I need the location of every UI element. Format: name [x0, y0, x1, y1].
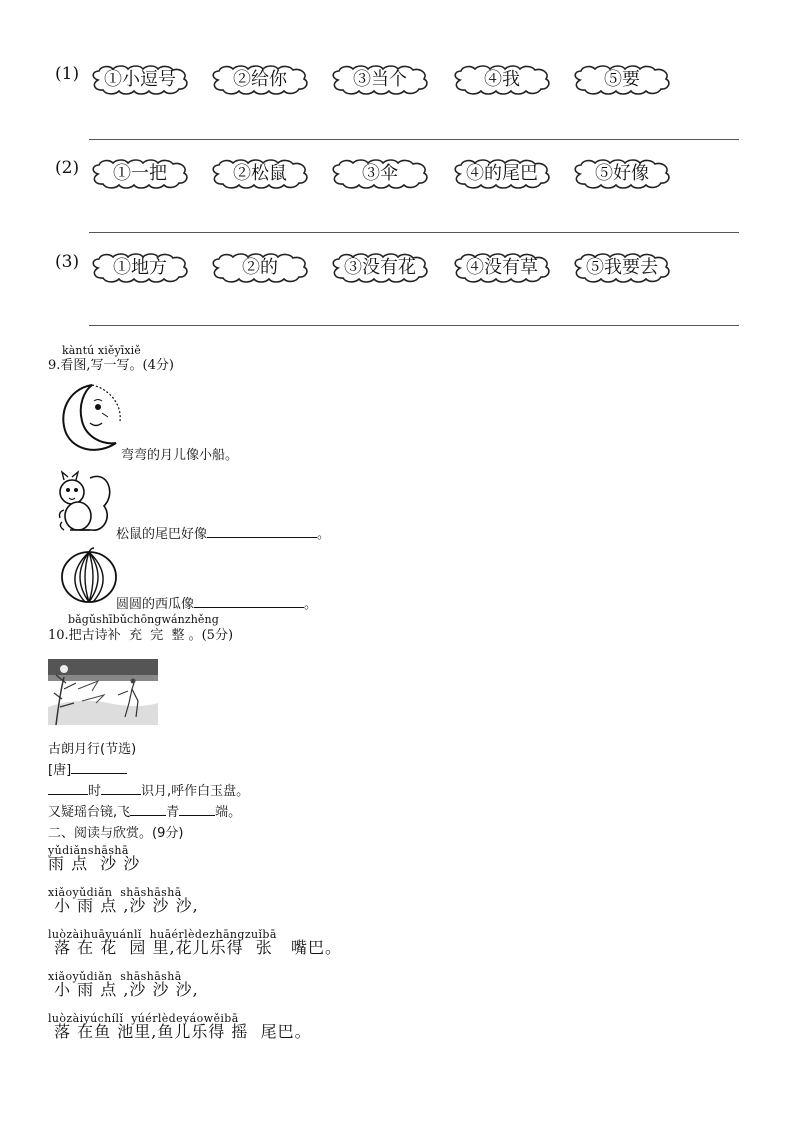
q9-line2-text: 松鼠的尾巴好像	[116, 527, 208, 542]
moon-illustration	[58, 383, 126, 455]
word-card: ③当个	[353, 69, 407, 90]
poem-line2-b: 青	[166, 805, 180, 820]
word-card: ②给你	[233, 69, 287, 90]
answer-blank[interactable]	[101, 783, 141, 795]
answer-blank[interactable]	[48, 783, 88, 795]
word-cloud	[88, 64, 192, 96]
row-label: (2)	[55, 158, 80, 178]
q9-line3-text: 圆圆的西瓜像	[116, 597, 195, 612]
word-card: ④没有草	[466, 257, 538, 278]
poem-illustration	[48, 659, 158, 725]
reading-pinyin: xiǎoyǔdiǎn shāshāshā	[48, 970, 182, 983]
q9-line2-end: 。	[317, 527, 331, 542]
answer-blank[interactable]	[130, 804, 166, 816]
word-card: ①地方	[113, 257, 167, 278]
row-label: (3)	[55, 252, 80, 272]
word-cloud	[450, 64, 554, 96]
poem-author-line	[48, 759, 127, 778]
word-card: ④我	[484, 69, 520, 90]
reading-line: 小 雨 点 ,沙 沙 沙,	[48, 896, 199, 915]
word-cloud	[208, 64, 312, 96]
reading-pinyin: luòzàiyúchílǐ yúérlèdeyáowěibā	[48, 1012, 239, 1025]
q9-line3	[116, 593, 317, 612]
reading-pinyin: xiǎoyǔdiǎn shāshāshā	[48, 886, 182, 899]
poem-dynasty: [唐]	[48, 763, 72, 778]
reading-line: 落 在 花 园 里,花儿乐得 张 嘴巴。	[48, 938, 343, 957]
word-card: ④的尾巴	[466, 163, 538, 184]
word-cloud	[450, 158, 554, 190]
word-card: ②松鼠	[233, 163, 287, 184]
poem-line2	[48, 801, 241, 820]
word-cloud	[570, 64, 674, 96]
q9-pinyin: kàntú xiěyīxiě	[62, 344, 141, 357]
word-cloud	[208, 158, 312, 190]
word-card: ①一把	[113, 163, 167, 184]
word-card: ⑤我要去	[586, 257, 658, 278]
q9-line2	[116, 523, 330, 542]
word-cloud	[208, 252, 312, 284]
reading-pinyin: yǔdiǎnshāshā	[48, 844, 129, 857]
poem-line2-c: 端。	[215, 805, 242, 820]
reading-title: 雨 点 沙 沙	[48, 854, 141, 873]
part2-title: 二、阅读与欣赏。(9分)	[48, 826, 184, 841]
poem-line2-a: 又疑瑶台镜,飞	[48, 805, 131, 820]
answer-blank[interactable]	[194, 596, 304, 608]
answer-blank[interactable]	[179, 804, 215, 816]
word-card: ②的	[242, 257, 278, 278]
poem-title: 古朗月行(节选)	[48, 742, 137, 757]
word-card: ⑤要	[604, 69, 640, 90]
q10-title: 10.把古诗补 充 完 整 。(5分)	[48, 628, 234, 643]
word-card: ③没有花	[344, 257, 416, 278]
word-cloud	[570, 158, 674, 190]
word-cloud	[88, 252, 192, 284]
reading-line: 落 在鱼 池里,鱼儿乐得 摇 尾巴。	[48, 1022, 312, 1041]
poem-line1	[48, 780, 249, 799]
word-cloud	[88, 158, 192, 190]
watermelon-illustration	[60, 546, 118, 604]
q9-title: 9.看图,写一写。(4分)	[48, 358, 174, 373]
row-label: (1)	[55, 64, 80, 84]
word-card: ③伞	[362, 163, 398, 184]
word-cloud	[570, 252, 674, 284]
word-cloud	[450, 252, 554, 284]
q9-line1: 弯弯的月儿像小船。	[121, 448, 239, 463]
word-cloud	[328, 252, 432, 284]
poem-line1-a: 时	[88, 784, 102, 799]
answer-line	[89, 139, 739, 140]
word-card: ①小逗号	[104, 69, 176, 90]
answer-line	[89, 325, 739, 326]
squirrel-illustration	[52, 470, 114, 536]
word-cloud	[328, 64, 432, 96]
q9-line3-end: 。	[304, 597, 318, 612]
reading-pinyin: luòzàihuāyuánlǐ huāérlèdezhāngzuǐbā	[48, 928, 277, 941]
answer-line	[89, 232, 739, 233]
q10-pinyin: bǎgǔshībǔchōngwánzhěng	[68, 613, 219, 626]
word-cloud	[328, 158, 432, 190]
reading-line: 小 雨 点 ,沙 沙 沙,	[48, 980, 199, 999]
poem-line1-b: 识月,呼作白玉盘。	[141, 784, 250, 799]
answer-blank[interactable]	[71, 762, 127, 774]
word-card: ⑤好像	[595, 163, 649, 184]
answer-blank[interactable]	[207, 526, 317, 538]
